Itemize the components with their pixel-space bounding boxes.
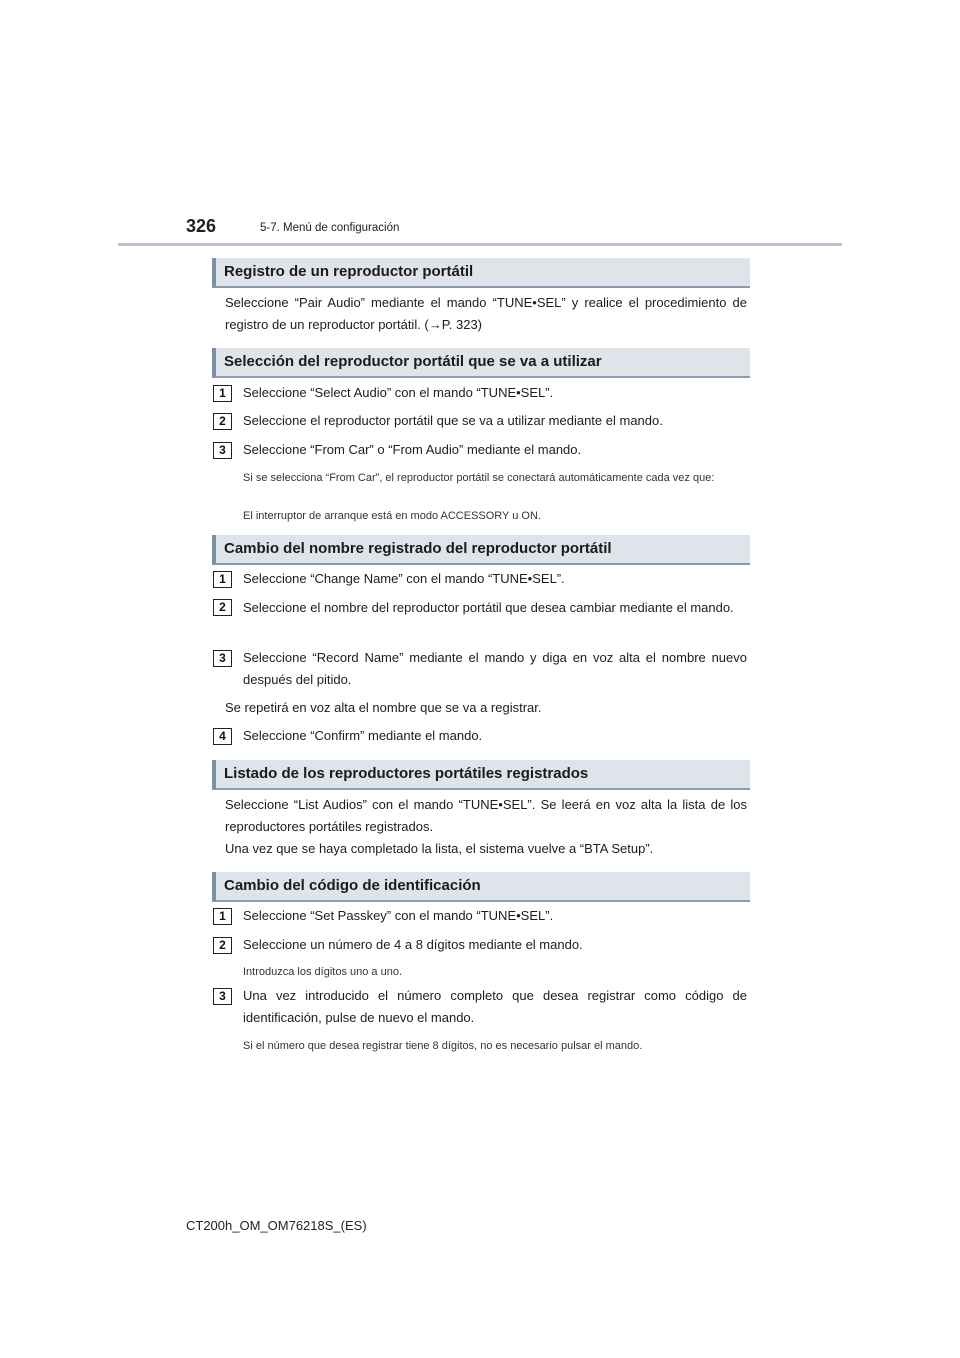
paragraph-listado: Una vez que se haya completado la lista, el sistema vuelve a “BTA Setup”. — [225, 841, 654, 856]
note-text: Si el número que desea registrar tiene 8 dígitos, no es necesario pulsar el mando. — [243, 1040, 643, 1052]
document-code: CT200h_OM_OM76218S_(ES) — [186, 1218, 367, 1233]
section-title: Cambio del código de identificación — [224, 877, 481, 894]
step-text: Seleccione “Change Name” con el mando “TUNE•SEL”. — [243, 571, 565, 586]
step-number-box: 2 — [213, 599, 232, 616]
step-number-box: 3 — [213, 442, 232, 459]
step-text: Seleccione “Set Passkey” con el mando “TUNE•SEL”. — [243, 908, 554, 923]
step-number-box: 2 — [213, 937, 232, 954]
step-text: Seleccione un número de 4 a 8 dígitos mediante el mando. — [243, 937, 583, 952]
step-text: Seleccione “Select Audio” con el mando “TUNE•SEL”. — [243, 385, 554, 400]
section-title: Registro de un reproductor portátil — [224, 263, 474, 280]
step-number-box: 3 — [213, 988, 232, 1005]
page-number: 326 — [186, 216, 217, 236]
step-text: Una vez introducido el número completo que desea registrar como código de identificación, pulse de nuevo el mando. — [243, 988, 747, 1025]
header-divider — [118, 243, 842, 246]
step-text: Seleccione el nombre del reproductor portátil que desea cambiar mediante el mando. — [243, 600, 734, 615]
step-number-box: 4 — [213, 728, 232, 745]
step-text: Seleccione “Record Name” mediante el mando y diga en voz alta el nombre nuevo después del pitido. — [243, 650, 747, 687]
paragraph-listado: Seleccione “List Audios” con el mando “TUNE•SEL”. Se leerá en voz alta la lista de los reproductores portátiles registrados. — [225, 797, 747, 834]
step-text: Seleccione el reproductor portátil que se va a utilizar mediante el mando. — [243, 413, 663, 428]
section-title: Cambio del nombre registrado del reproductor portátil — [224, 540, 612, 557]
note-text: Si se selecciona “From Car”, el reproductor portátil se conectará automáticamente cada vez que: — [243, 472, 715, 484]
section-title: Selección del reproductor portátil que se va a utilizar — [224, 353, 602, 370]
step-number-box: 2 — [213, 413, 232, 430]
note-text: Introduzca los dígitos uno a uno. — [243, 966, 402, 978]
section-heading-registro — [212, 258, 750, 288]
section-heading-cambio-nombre — [212, 535, 750, 565]
paragraph-registro: Seleccione “Pair Audio” mediante el mando “TUNE•SEL” y realice el procedimiento de registro de un reproductor portátil. (→P. 323) — [225, 295, 747, 332]
chapter-title: 5-7. Menú de configuración — [260, 222, 400, 234]
section-heading-listado — [212, 760, 750, 790]
paragraph-text: Se repetirá en voz alta el nombre que se va a registrar. — [225, 700, 542, 715]
section-heading-codigo — [212, 872, 750, 902]
section-heading-seleccion — [212, 348, 750, 378]
step-number-box: 3 — [213, 650, 232, 667]
step-text: Seleccione “Confirm” mediante el mando. — [243, 728, 483, 743]
note-text: El interruptor de arranque está en modo ACCESSORY u ON. — [243, 510, 541, 522]
step-text: Seleccione “From Car” o “From Audio” mediante el mando. — [243, 442, 582, 457]
step-number-box: 1 — [213, 571, 232, 588]
step-number-box: 1 — [213, 908, 232, 925]
section-title: Listado de los reproductores portátiles registrados — [224, 765, 589, 782]
step-number-box: 1 — [213, 385, 232, 402]
